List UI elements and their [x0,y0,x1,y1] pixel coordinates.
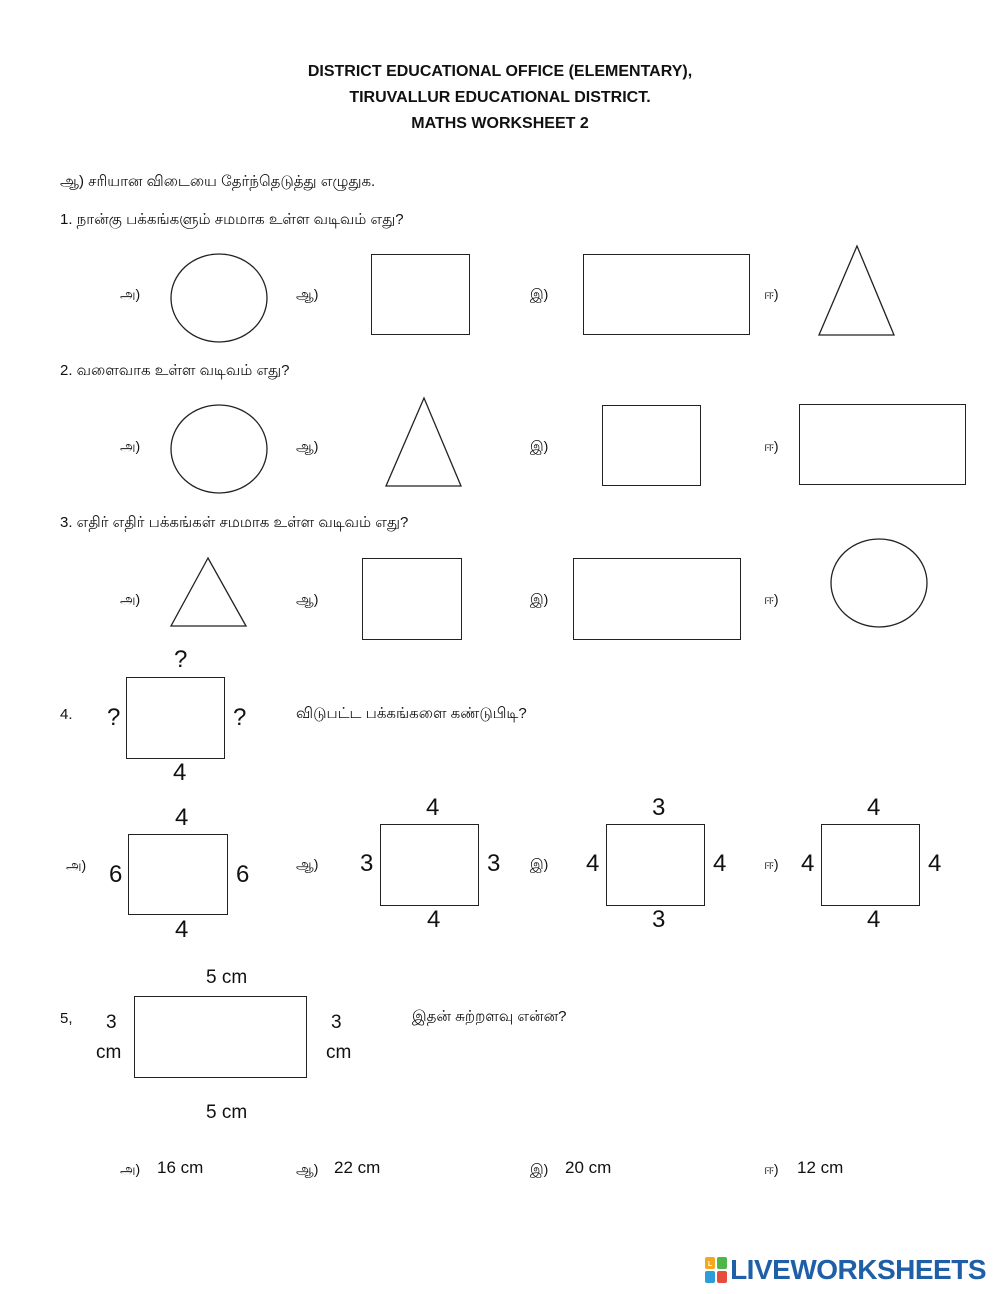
worksheet-title: MATHS WORKSHEET 2 [411,115,589,132]
q3-option-ii-label: ஈ) [764,591,779,607]
q4-option-a-right: 6 [236,861,250,888]
q1-option-aa-square[interactable] [371,254,470,335]
q3-option-a-label: அ) [120,591,141,607]
q2-option-a-label: அ) [120,438,141,454]
q4-option-ii-rectangle[interactable] [821,824,920,906]
q5-option-ii-answer[interactable]: 12 cm [797,1158,844,1177]
q4-option-a-rectangle[interactable] [128,834,228,915]
q3-option-a-triangle[interactable] [168,556,250,630]
q4-option-a-top: 4 [175,804,189,831]
q4-option-i-left: 4 [586,850,600,877]
q4-option-ii-bottom: 4 [867,906,881,933]
q3-option-i-label: இ) [530,591,549,607]
liveworksheets-badge-icon [705,1257,727,1283]
q4-option-aa-label: ஆ) [296,856,319,872]
q5-figure-left-number: 3 [106,1012,117,1033]
q5-figure-rectangle [134,996,307,1078]
q4-figure-bottom-label: 4 [173,759,187,786]
q1-option-i-label: இ) [530,286,549,302]
q3-option-i-rectangle[interactable] [573,558,741,640]
q1-option-ii-label: ஈ) [764,286,779,302]
instruction: ஆ) சரியான விடையை தேர்ந்தெடுத்து எழுதுக. [60,173,376,190]
q4-option-a-left: 6 [109,861,123,888]
header-line-1: DISTRICT EDUCATIONAL OFFICE (ELEMENTARY), [307,63,693,80]
badge-letter-l: L [707,1261,713,1268]
q1-option-a-circle[interactable] [168,253,270,345]
q5-option-i-answer[interactable]: 20 cm [565,1158,612,1177]
question-3: 3. எதிர் எதிர் பக்கங்கள் சமமாக உள்ள வடிவம் எது? [60,514,409,531]
question-4-number: 4. [60,706,73,723]
q5-figure-bottom-label: 5 cm [206,1102,248,1123]
q2-option-ii-rectangle[interactable] [799,404,966,485]
q2-option-a-circle[interactable] [168,403,270,495]
q3-option-aa-square[interactable] [362,558,462,640]
question-5: இதன் சுற்றளவு என்ன? [412,1008,567,1025]
q5-option-aa-answer[interactable]: 22 cm [334,1158,381,1177]
q4-figure-right-label: ? [233,704,247,731]
q1-option-aa-label: ஆ) [296,286,319,302]
q5-option-i-label: இ) [530,1161,549,1177]
q4-figure-rectangle [126,677,225,759]
q4-option-ii-left: 4 [801,850,815,877]
q5-figure-left-unit: cm [96,1042,122,1063]
q4-figure-top-label: ? [174,646,188,673]
q4-option-aa-left: 3 [360,850,374,877]
q4-option-a-label: அ) [66,857,87,873]
q4-option-aa-rectangle[interactable] [380,824,479,906]
q5-option-a-label: அ) [120,1161,141,1177]
q4-option-ii-right: 4 [928,850,942,877]
q2-option-aa-label: ஆ) [296,438,319,454]
q3-option-aa-label: ஆ) [296,591,319,607]
question-2: 2. வளைவாக உள்ள வடிவம் எது? [60,362,290,379]
q5-option-ii-label: ஈ) [764,1161,779,1177]
q5-figure-top-label: 5 cm [206,967,248,988]
q2-option-i-square[interactable] [602,405,701,486]
q1-option-ii-triangle[interactable] [816,244,898,338]
q4-option-aa-top: 4 [426,794,440,821]
q4-figure-left-label: ? [107,704,121,731]
q4-option-ii-label: ஈ) [764,856,779,872]
q1-option-i-rectangle[interactable] [583,254,750,335]
q4-option-i-bottom: 3 [652,906,666,933]
q5-figure-right-number: 3 [331,1012,342,1033]
header-line-2: TIRUVALLUR EDUCATIONAL DISTRICT. [349,89,651,106]
question-5-number: 5, [60,1010,73,1027]
q2-option-ii-label: ஈ) [764,438,779,454]
q4-option-aa-right: 3 [487,850,501,877]
liveworksheets-logo-text: LIVEWORKSHEETS [730,1254,986,1285]
q5-figure-right-unit: cm [326,1042,352,1063]
q4-option-i-rectangle[interactable] [606,824,705,906]
q4-option-a-bottom: 4 [175,916,189,943]
q4-option-i-label: இ) [530,856,549,872]
q4-option-i-right: 4 [713,850,727,877]
q4-option-ii-top: 4 [867,794,881,821]
q2-option-aa-triangle[interactable] [383,396,465,490]
q4-option-i-top: 3 [652,794,666,821]
q3-option-ii-circle[interactable] [828,538,930,630]
q2-option-i-label: இ) [530,438,549,454]
q4-option-aa-bottom: 4 [427,906,441,933]
q1-option-a-label: அ) [120,286,141,302]
q5-option-a-answer[interactable]: 16 cm [157,1158,204,1177]
liveworksheets-logo [705,1254,986,1286]
question-1: 1. நான்கு பக்கங்களும் சமமாக உள்ள வடிவம் எது? [60,211,404,228]
q5-option-aa-label: ஆ) [296,1161,319,1177]
question-4: விடுபட்ட பக்கங்களை கண்டுபிடி? [296,705,527,722]
